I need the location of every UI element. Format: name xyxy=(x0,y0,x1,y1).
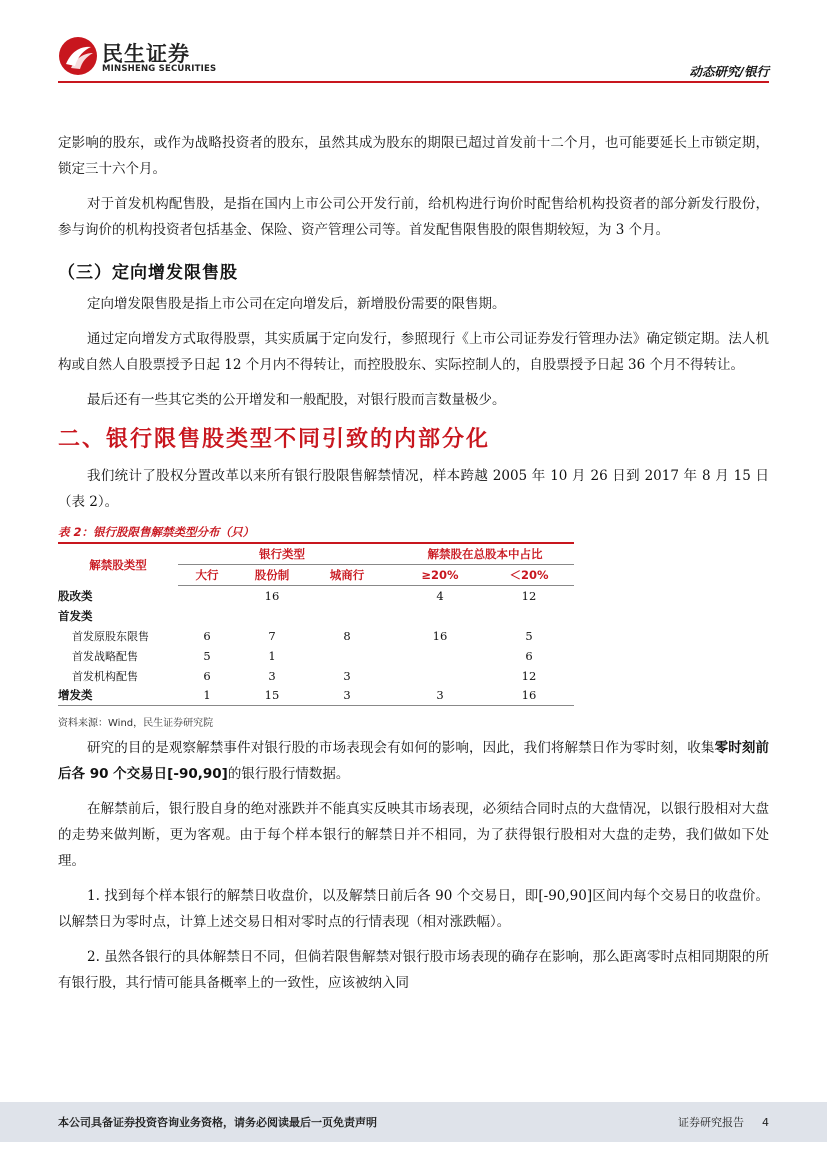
paragraph-4: 通过定向增发方式取得股票，其实质属于定向发行，参照现行《上市公司证券发行管理办法》确定锁定期。法人机构或自然人自股票授予日起 12 个月内不得转让，而控股股东、实际控制人的，自股票授予日起 36 个月不得转让。 xyxy=(58,331,769,373)
company-logo xyxy=(58,36,217,80)
col-joint-stock: 股份制 xyxy=(236,565,308,586)
page-number: 4 xyxy=(762,1116,769,1129)
header-divider xyxy=(58,81,769,83)
footer-report-type: 证券研究报告 xyxy=(678,1116,744,1129)
header-group-bank: 银行类型 xyxy=(259,547,305,561)
paragraph-9: 1. 找到每个样本银行的解禁日收盘价，以及解禁日前后各 90 个交易日，即[-90,90]区间内每个交易日的收盘价。以解禁日为零时点，计算上述交易日相对零时点的行情表现（相对涨跌幅）。 xyxy=(58,888,769,930)
logo-english-name: MINSHENG SECURITIES xyxy=(102,64,217,74)
footer-right xyxy=(678,1114,769,1130)
data-table xyxy=(58,542,574,706)
col-city-bank: 城商行 xyxy=(308,565,386,586)
report-category: 动态研究/银行 xyxy=(689,64,769,79)
paragraph-3: 定向增发限售股是指上市公司在定向增发后，新增股份需要的限售期。 xyxy=(87,296,506,312)
table-title: 表 2：银行股限售解禁类型分布（只） xyxy=(58,525,255,539)
paragraph-7: 研究的目的是观察解禁事件对银行股的市场表现会有如何的影响，因此，我们将解禁日作为零时刻，收集零时刻前后各 90 个交易日[-90,90]的银行股行情数据。 xyxy=(58,740,770,782)
subsection-heading: （三）定向增发限售股 xyxy=(58,263,238,283)
main-content xyxy=(58,130,769,1005)
page-header xyxy=(0,0,827,84)
paragraph-8: 在解禁前后，银行股自身的绝对涨跌并不能真实反映其市场表现，必须结合同时点的大盘情况，以银行股相对大盘的走势来做判断，更为客观。由于每个样本银行的解禁日并不相同，为了获得银行股相对大盘的走势，我们做如下处理。 xyxy=(58,801,769,869)
section-heading: 二、银行限售股类型不同引致的内部分化 xyxy=(58,427,491,452)
minsheng-logo-icon xyxy=(58,36,98,76)
table-row: 首发类 xyxy=(58,608,93,623)
table-row: 首发战略配售 5 1 6 xyxy=(72,648,533,663)
logo-chinese-name: 民生证券 xyxy=(102,42,190,66)
col-ratio-lt20: ＜20% xyxy=(484,565,574,586)
header-type: 解禁股类型 xyxy=(89,557,147,572)
paragraph-1: 定影响的股东，或作为战略投资者的股东，虽然其成为股东的期限已超过首发前十二个月，也可能要延长上市锁定期，锁定三十六个月。 xyxy=(58,135,769,177)
table-row: 首发原股东限售 6 7 8 16 5 xyxy=(72,628,533,643)
paragraph-2: 对于首发机构配售股，是指在国内上市公司公开发行前，给机构进行询价时配售给机构投资者的部分新发行股份，参与询价的机构投资者包括基金、保险、资产管理公司等。首发配售限售股的限售期较短，为 3 个月。 xyxy=(58,196,769,238)
header-group-ratio: 解禁股在总股本中占比 xyxy=(427,547,543,561)
paragraph-6: 我们统计了股权分置改革以来所有银行股限售解禁情况，样本跨越 2005 年 10 月 26 日到 2017 年 8 月 15 日（表 2）。 xyxy=(58,468,769,510)
paragraph-10: 2. 虽然各银行的具体解禁日不同，但倘若限售解禁对银行股市场表现的确存在影响，那么距离零时点相同期限的所有银行股，其行情可能具备概率上的一致性，应该被纳入同 xyxy=(58,949,769,991)
col-big-bank: 大行 xyxy=(178,565,236,586)
bold-phrase: 零时刻前后各 90 个交易日[-90,90] xyxy=(58,740,770,782)
table-source: 资料来源：Wind，民生证券研究院 xyxy=(58,718,214,729)
footer-disclaimer: 本公司具备证券投资咨询业务资格，请务必阅读最后一页免责声明 xyxy=(58,1116,377,1129)
paragraph-5: 最后还有一些其它类的公开增发和一般配股，对银行股而言数量极少。 xyxy=(87,392,506,408)
table-row: 增发类 1 15 3 3 16 xyxy=(58,686,574,706)
col-ratio-ge20: ≥20% xyxy=(396,565,484,586)
table-row: 股改类 16 4 12 xyxy=(58,588,537,603)
table-row: 首发机构配售 6 3 3 12 xyxy=(72,668,537,683)
page-footer xyxy=(0,1102,827,1142)
